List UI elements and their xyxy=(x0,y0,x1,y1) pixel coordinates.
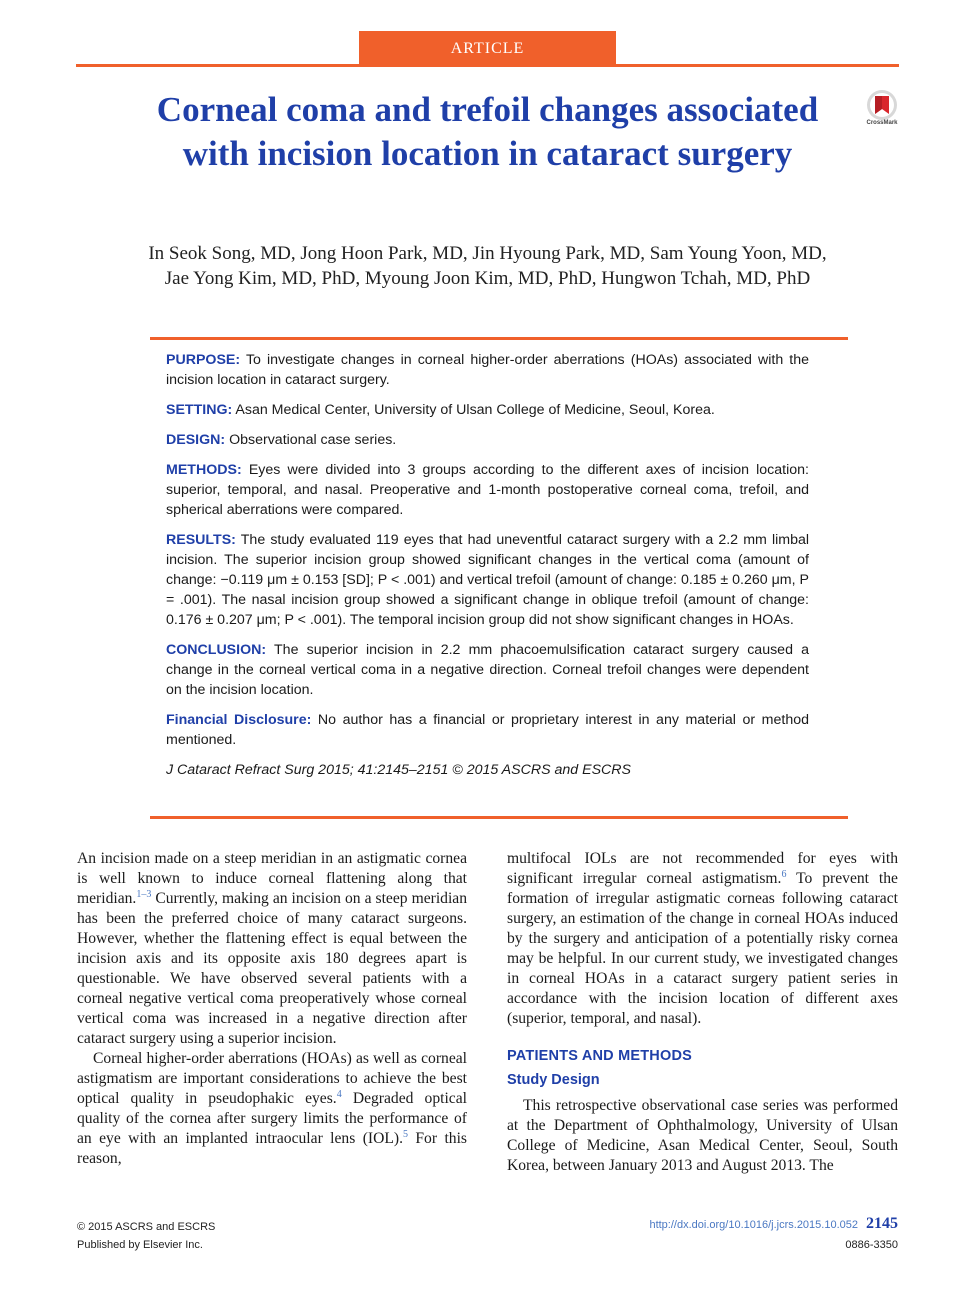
conclusion-text: The superior incision in 2.2 mm phacoemulsification cataract surgery caused a change in the corneal vertical coma in a negative direction. Corneal trefoil changes were dependent on the incision location. xyxy=(166,642,810,698)
abstract-results xyxy=(166,530,809,630)
issn: 0886-3350 xyxy=(845,1239,898,1251)
purpose-label: PURPOSE: xyxy=(166,352,241,368)
body-column-left xyxy=(77,849,467,1169)
abstract-purpose xyxy=(166,350,809,390)
abstract xyxy=(166,350,809,790)
abstract-rule-bottom xyxy=(150,816,848,819)
reference-link[interactable]: 5 xyxy=(402,1128,408,1140)
section-heading: PATIENTS AND METHODS xyxy=(507,1048,692,1064)
setting-text: Asan Medical Center, University of Ulsan College of Medicine, Seoul, Korea. xyxy=(235,402,715,418)
footer-right xyxy=(649,1214,898,1255)
abstract-methods xyxy=(166,460,809,520)
page-number: 2145 xyxy=(866,1215,898,1232)
disclosure-label: Financial Disclosure: xyxy=(166,712,312,728)
design-label: DESIGN: xyxy=(166,432,226,448)
abstract-rule-top xyxy=(150,337,848,340)
footer-left xyxy=(77,1218,215,1254)
footer-publisher: Published by Elsevier Inc. xyxy=(77,1239,203,1251)
body-paragraph: Corneal higher-order aberrations (HOAs) as well as corneal astigmatism are important considerations to achieve the best optical quality in pseudophakic eyes.$^4$ Degraded optical quality of the cornea after surgery limits the performance of an eye with an implanted intraocular lens (IOL).$^5$ For this reason, xyxy=(77,1050,467,1167)
reference-link[interactable]: 4 xyxy=(336,1088,342,1100)
footer-copyright: © 2015 ASCRS and ESCRS xyxy=(77,1221,216,1233)
setting-label: SETTING: xyxy=(166,402,233,418)
conclusion-label: CONCLUSION: xyxy=(166,642,267,658)
reference-link[interactable]: 1–3 xyxy=(136,888,152,900)
body-paragraph: This retrospective observational case series was performed at the Department of Ophthalmology, University of Ulsan College of Medicine, Asan Medical Center, Seoul, South Korea, between January 2013 and August 2013. The xyxy=(507,1097,898,1174)
abstract-setting xyxy=(166,400,809,420)
reference-link[interactable]: 6 xyxy=(781,868,787,880)
abstract-conclusion xyxy=(166,640,809,700)
body-column-right xyxy=(507,849,898,1176)
body-paragraph: An incision made on a steep meridian in an astigmatic cornea is well known to induce corneal flattening along that meridian.$^{1-3}$ Currently, making an incision on a steep meridian has been the preferred choice of many cataract surgeons. However, whether the flattening effect is equal between the incision axis and its opposite axis 180 degrees apart is questionable. We have observed several patients with a corneal negative vertical coma preoperatively whose corneal vertical coma was increased in a negative direction after cataract surgery using a superior incision. xyxy=(77,850,467,1047)
disclosure-text: No author has a financial or proprietary interest in any material or method mentioned. xyxy=(166,712,809,748)
abstract-design xyxy=(166,430,809,450)
header-rule xyxy=(76,64,899,67)
author-line-2: Jae Yong Kim, MD, PhD, Myoung Joon Kim, MD, PhD, Hungwon Tchah, MD, PhD xyxy=(164,268,811,289)
purpose-text: To investigate changes in corneal higher-order aberrations (HOAs) associated with the incision location in cataract surgery. xyxy=(166,352,809,388)
results-text: The study evaluated 119 eyes that had uneventful cataract surgery with a 2.2 mm limbal incision. The superior incision group showed significant changes in the vertical coma (amount of change: −0.119 μm ± 0.153 [SD]; P < .001) and vertical trefoil (amount of change: 0.185 ± 0.260 μm, P = .001). The nasal incision group showed a significant change in oblique trefoil (amount of change: 0.176 ± 0.207 μm; P < .001). The temporal incision group did not show significant changes in HOAs. xyxy=(166,532,810,628)
abstract-disclosure xyxy=(166,710,809,750)
author-line-1: In Seok Song, MD, Jong Hoon Park, MD, Jin Hyoung Park, MD, Sam Young Yoon, MD, xyxy=(148,243,827,264)
body-paragraph: multifocal IOLs are not recommended for eyes with significant irregular corneal astigmatism.$^6$ To prevent the formation of irregular astigmatic corneas following cataract surgery, an estimation of the change in corneal HOAs induced by the surgery and anticipation of a potentially risky cornea may be helpful. In our current study, we investigated changes in corneal HOAs in a cataract surgery patient series in accordance with the incision location of different axes (superior, temporal, and nasal). xyxy=(507,850,898,1027)
subsection-heading: Study Design xyxy=(507,1072,600,1088)
article-title: Corneal coma and trefoil changes associated with incision location in cataract surgery xyxy=(156,90,819,173)
methods-label: METHODS: xyxy=(166,462,242,478)
doi-link[interactable]: http://dx.doi.org/10.1016/j.jcrs.2015.10.052 xyxy=(649,1219,858,1231)
article-type-tab: ARTICLE xyxy=(359,31,616,65)
journal-citation: J Cataract Refract Surg 2015; 41:2145–2151 © 2015 ASCRS and ESCRS xyxy=(166,762,631,778)
author-list xyxy=(100,241,875,291)
crossmark-label: CrossMark xyxy=(866,120,898,126)
design-text: Observational case series. xyxy=(229,432,397,448)
results-label: RESULTS: xyxy=(166,532,236,548)
methods-text: Eyes were divided into 3 groups according to the different axes of incision location: superior, temporal, and nasal. Preoperative and 1-month postoperative corneal coma, trefoil, and spherical aberrations were compared. xyxy=(166,462,809,518)
